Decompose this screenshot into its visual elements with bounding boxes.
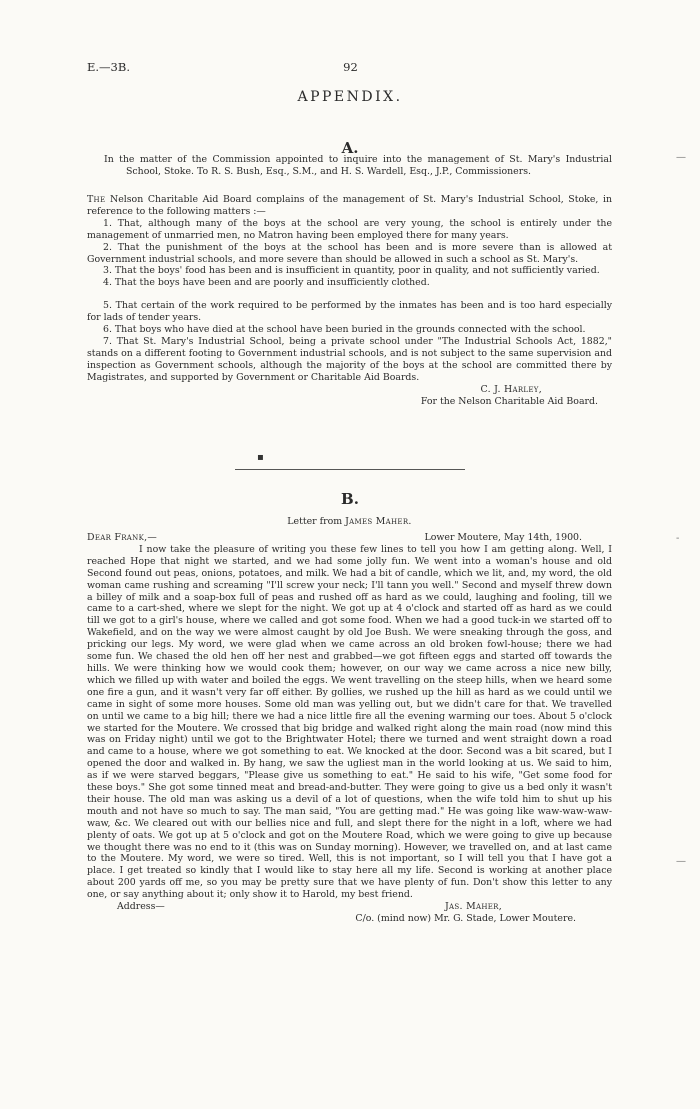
section-a-heading: [104, 154, 612, 178]
signature-name: C. J. Harley,: [480, 383, 542, 395]
appendix-title: APPENDIX.: [297, 89, 403, 105]
complaint-item: 1. That, although many of the boys at the school are very young, the school is entirely under the management of unmarried men, no Matron having been employed there for many years.: [87, 217, 612, 241]
letter-subtitle: [87, 516, 612, 528]
letter-address: C/o. (mind now) Mr. G. Stade, Lower Moutere.: [355, 913, 576, 924]
intro-lead-word: The: [87, 194, 106, 205]
complaint-item: 2. That the punishment of the boys at the school has been and is more severe than is allowed at Government industrial schools, and more severe than should be allowed in such a school as St. Mary's.: [87, 241, 612, 265]
address-label: Address—: [117, 901, 165, 913]
complaint-item: 5. That certain of the work required to be performed by the inmates has been and is too hard especially for lads of tender years.: [87, 300, 612, 324]
complaint-intro: [87, 194, 612, 218]
ink-dot: ▪: [257, 452, 264, 463]
section-b-letter: B.: [341, 490, 359, 508]
place-date: Lower Moutere, May 14th, 1900.: [424, 532, 582, 543]
section-a-letter: A.: [341, 139, 359, 157]
margin-mark: -: [676, 533, 680, 544]
margin-mark: —: [676, 152, 686, 163]
commission-heading: In the matter of the Commission appointed to inquire into the management of St. Mary's Industrial School, Stoke. To R. S. Bush, Esq., S.M., and H. S. Wardell, Esq., J.P., Commissioners.: [104, 154, 612, 177]
section-divider: [235, 469, 465, 470]
page-header: [87, 60, 614, 76]
complaint-item: 7. That St. Mary's Industrial School, being a private school under "The Industrial Schools Act, 1882," stands on a different footing to Government industrial schools, and is not subject to the same supervision and inspection as Government schools, although the majority of the boys at the school are committed there by Magistrates, and supported by Government or Charitable Aid Boards.: [87, 335, 612, 383]
letter-body: [87, 532, 612, 925]
letter-signature: Jas. Maher,: [445, 901, 502, 913]
intro-text: Nelson Charitable Aid Board complains of the management of St. Mary's Industrial School, Stoke, in reference to the following matters :—: [87, 194, 612, 217]
signature-title: For the Nelson Charitable Aid Board.: [420, 395, 598, 407]
page-number: 92: [343, 60, 358, 74]
letter-text: I now take the pleasure of writing you these few lines to tell you how I am getting along. Well, I reached Hope that night we started, and we had some jolly fun. We went into a woman's house and old Second found out peas, onions, potatoes, and milk. We had a bit of candle, which we lit, and, my word, the old woman came rushing and screaming "I'll screw your neck; I'll tann you well." Second and myself threw down a billey of milk and a soap-box full of peas and rushed off as hard as we could, laughing and fooling, till we came to a cart-shed, where we slept for the night. We got up at 4 o'clock and started off as hard as we could till we got to a girl's house, where we called and got some food. When we had a good tuck-in we started off to Wakefield, and on the way we were almost caught by old Joe Bush. We were sneaking through the goss, and pricking our legs. My word, we were glad when we came across an old broken fowl-house; there we had some fun. We chased the old hen off her nest and grabbed—we got fifteen eggs and started off towards the hills. We were thinking how we would cook them; however, on our way we came across a nice new billy, which we filled up with water and boiled the eggs. We went travelling on the steep hills, when we heard some one fire a gun, and it wasn't very far off either. By gollies, we rushed up the hill as hard as we could until we came in sight of some more houses. Some old man was yelling out, but we didn't care for that. We travelled on until we came to a big hill; there we had a nice little fire all the evening warming our toes. About 5 o'clock we started for the Moutere. We crossed that big bridge and walked right along the main road (now mind this was on Friday night) until we got to the Brightwater Hotel; there we turned and went straight down a road and came to a house, where we got something to eat. We knocked at the door. Second was a bit scared, but I opened the door and walked in. By hang, we saw the ugliest man in the world looking at us. We said to him, as if we were starved beggars, "Please give us something to eat." He said to his wife, "Get some food for these boys." She got some tinned meat and bread-and-butter. They were going to give us a bed only it wasn't their house. The old man was asking us a devil of a lot of questions, when the wife told him to shut up his mouth and not have so much to say. The man said, "You are getting mad." He was going like waw-waw-waw-waw, &c. We cleared out with our bellies nice and full, and slept there for the night in a loft, where we had plenty of oats. We got up at 5 o'clock and got on the Moutere Road, which we were going to give up because we thought there was no end to it (this was on Sunday morning). However, we travelled on, and at last came to the Moutere. My word, we were so tired. Well, this is not important, so I will tell you that I have got a place. I get treated so kindly that I would like to stay here all my life. Second is working at another place about 200 yards off me, so you may be pretty sure that we have plenty of fun. Don't show this letter to any one, or say anything about it; only show it to Harold, my best friend.: [87, 543, 612, 901]
letter-closing: [87, 901, 612, 913]
subtitle-prefix: Letter from: [287, 516, 343, 527]
letter-opening-line: [87, 532, 612, 544]
complaint-item: 4. That the boys have been and are poorly and insufficiently clothed.: [103, 277, 430, 289]
complaint-item: 6. That boys who have died at the school have been buried in the grounds connected with the school.: [103, 324, 586, 336]
salutation: Dear Frank,—: [87, 532, 158, 543]
margin-mark: —: [676, 856, 686, 867]
complaint-item: 3. That the boys' food has been and is insufficient in quantity, poor in quality, and not sufficiently varied.: [103, 265, 600, 277]
document-reference: E.—3B.: [87, 60, 130, 74]
section-a-body: [87, 194, 612, 407]
subtitle-name: James Maher.: [345, 516, 412, 527]
